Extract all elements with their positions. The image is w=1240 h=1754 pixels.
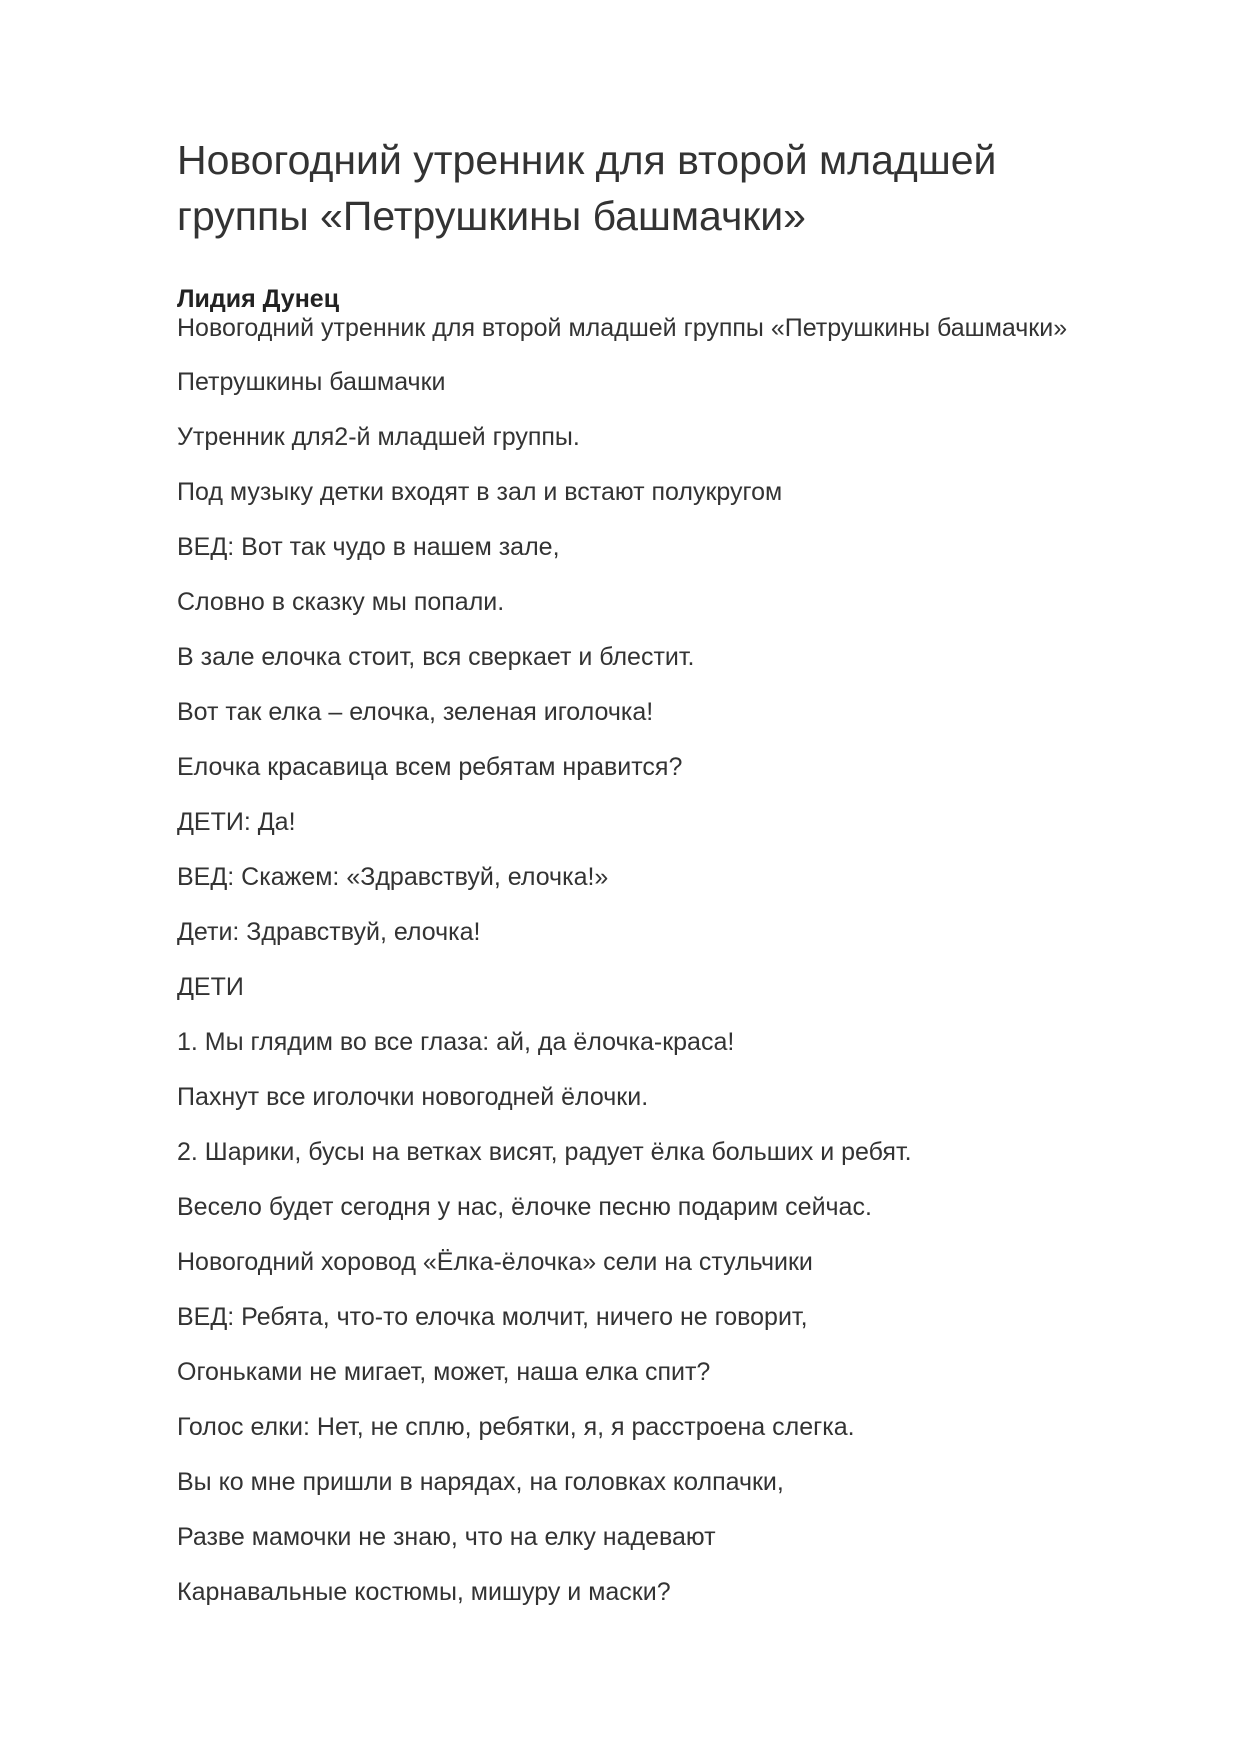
- text-line: ВЕД: Ребята, что-то елочка молчит, ничего не говорит,: [177, 1303, 808, 1331]
- text-line: Елочка красавица всем ребятам нравится?: [177, 753, 683, 781]
- text-line: ДЕТИ: [177, 973, 244, 1001]
- text-line: Пахнут все иголочки новогодней ёлочки.: [177, 1083, 649, 1111]
- text-line: ВЕД: Скажем: «Здравствуй, елочка!»: [177, 863, 609, 891]
- document-body: [177, 312, 1097, 1631]
- text-line: 2. Шарики, бусы на ветках висят, радует ёлка больших и ребят.: [177, 1138, 912, 1166]
- author-name: Лидия Дунец: [177, 285, 340, 313]
- text-line: ДЕТИ: Да!: [177, 808, 296, 836]
- text-line: Карнавальные костюмы, мишуру и маски?: [177, 1578, 671, 1606]
- text-line: Петрушкины башмачки: [177, 368, 446, 396]
- text-line: ВЕД: Вот так чудо в нашем зале,: [177, 533, 560, 561]
- text-line: Словно в сказку мы попали.: [177, 588, 505, 616]
- text-line: Вы ко мне пришли в нарядах, на головках колпачки,: [177, 1468, 784, 1496]
- text-line: Разве мамочки не знаю, что на елку надевают: [177, 1523, 716, 1551]
- text-line: 1. Мы глядим во все глаза: ай, да ёлочка-краса!: [177, 1028, 735, 1056]
- text-line: Новогодний хоровод «Ёлка-ёлочка» сели на стульчики: [177, 1248, 813, 1276]
- text-line: В зале елочка стоит, вся сверкает и блестит.: [177, 643, 695, 671]
- text-line: Голос елки: Нет, не сплю, ребятки, я, я расстроена слегка.: [177, 1413, 855, 1441]
- text-line: Утренник для2-й младшей группы.: [177, 423, 580, 451]
- page-title: Новогодний утренник для второй младшей группы «Петрушкины башмачки»: [177, 137, 997, 239]
- text-line: Весело будет сегодня у нас, ёлочке песню подарим сейчас.: [177, 1193, 872, 1221]
- text-line: Вот так елка – елочка, зеленая иголочка!: [177, 698, 654, 726]
- text-line: Дети: Здравствуй, елочка!: [177, 918, 481, 946]
- text-line: Огоньками не мигает, может, наша елка спит?: [177, 1358, 711, 1386]
- intro-paragraph: Новогодний утренник для второй младшей группы «Петрушкины башмачки»: [177, 314, 1068, 342]
- text-line: Под музыку детки входят в зал и встают полукругом: [177, 478, 783, 506]
